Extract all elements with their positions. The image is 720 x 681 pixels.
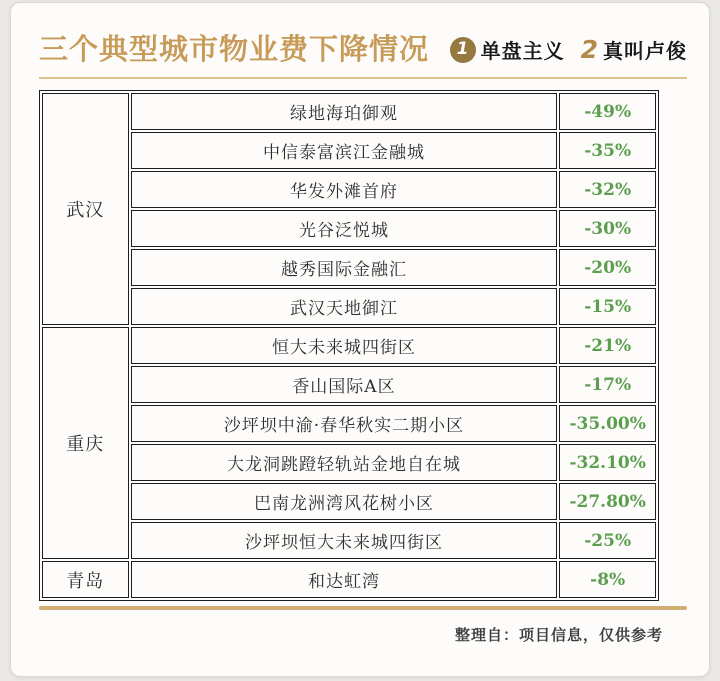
value-cell: -25% xyxy=(559,522,656,559)
circle-one-icon: 1 xyxy=(450,37,476,63)
infographic-card xyxy=(10,2,710,677)
project-cell: 和达虹湾 xyxy=(131,561,558,598)
value-cell: -49% xyxy=(559,93,656,130)
value-cell: -20% xyxy=(559,249,656,286)
table-row xyxy=(42,171,656,208)
value-cell: -15% xyxy=(559,288,656,325)
table-row xyxy=(42,483,656,520)
city-cell-qingdao: 青岛 xyxy=(42,561,129,598)
project-cell: 中信泰富滨江金融城 xyxy=(131,132,558,169)
value-cell: -35.00% xyxy=(559,405,656,442)
project-cell: 香山国际A区 xyxy=(131,366,558,403)
table-row xyxy=(42,210,656,247)
brand-zhenjiaolujun xyxy=(581,35,687,64)
page-title: 三个典型城市物业费下降情况 xyxy=(39,32,430,66)
value-cell: -32% xyxy=(559,171,656,208)
brand-zhenjiaolujun-label: 真叫卢俊 xyxy=(603,39,687,63)
table-row xyxy=(42,522,656,559)
city-cell-wuhan: 武汉 xyxy=(42,93,129,325)
value-cell: -27.80% xyxy=(559,483,656,520)
fee-decrease-table xyxy=(39,90,659,601)
project-cell: 大龙洞跳蹬轻轨站金地自在城 xyxy=(131,444,558,481)
value-cell: -32.10% xyxy=(559,444,656,481)
table-row xyxy=(42,366,656,403)
brand-danpanzhuyi-label: 单盘主义 xyxy=(480,39,565,63)
source-note: 整理自：项目信息，仅供参考 xyxy=(454,626,663,644)
value-cell: -8% xyxy=(559,561,656,598)
value-cell: -17% xyxy=(559,366,656,403)
footer-divider xyxy=(39,606,687,610)
project-cell: 巴南龙洲湾风花树小区 xyxy=(131,483,558,520)
project-cell: 沙坪坝恒大未来城四街区 xyxy=(131,522,558,559)
value-cell: -30% xyxy=(559,210,656,247)
header xyxy=(39,27,687,68)
table-row xyxy=(42,249,656,286)
table-row xyxy=(42,405,656,442)
project-cell: 武汉天地御江 xyxy=(131,288,558,325)
table-row xyxy=(42,132,656,169)
project-cell: 光谷泛悦城 xyxy=(131,210,558,247)
project-cell: 沙坪坝中渝·春华秋实二期小区 xyxy=(131,405,558,442)
value-cell: -21% xyxy=(559,327,656,364)
project-cell: 越秀国际金融汇 xyxy=(131,249,558,286)
project-cell: 绿地海珀御观 xyxy=(131,93,558,130)
numeral-two-icon: 2 xyxy=(580,35,598,64)
brand-logos xyxy=(450,31,687,64)
project-cell: 华发外滩首府 xyxy=(131,171,558,208)
table-row xyxy=(42,561,656,598)
table-row xyxy=(42,327,656,364)
table-row xyxy=(42,93,656,130)
table-row xyxy=(42,288,656,325)
table-row xyxy=(42,444,656,481)
city-cell-chongqing: 重庆 xyxy=(42,327,129,559)
value-cell: -35% xyxy=(559,132,656,169)
brand-danpanzhuyi xyxy=(450,35,565,64)
header-divider xyxy=(39,77,687,79)
project-cell: 恒大未来城四街区 xyxy=(131,327,558,364)
